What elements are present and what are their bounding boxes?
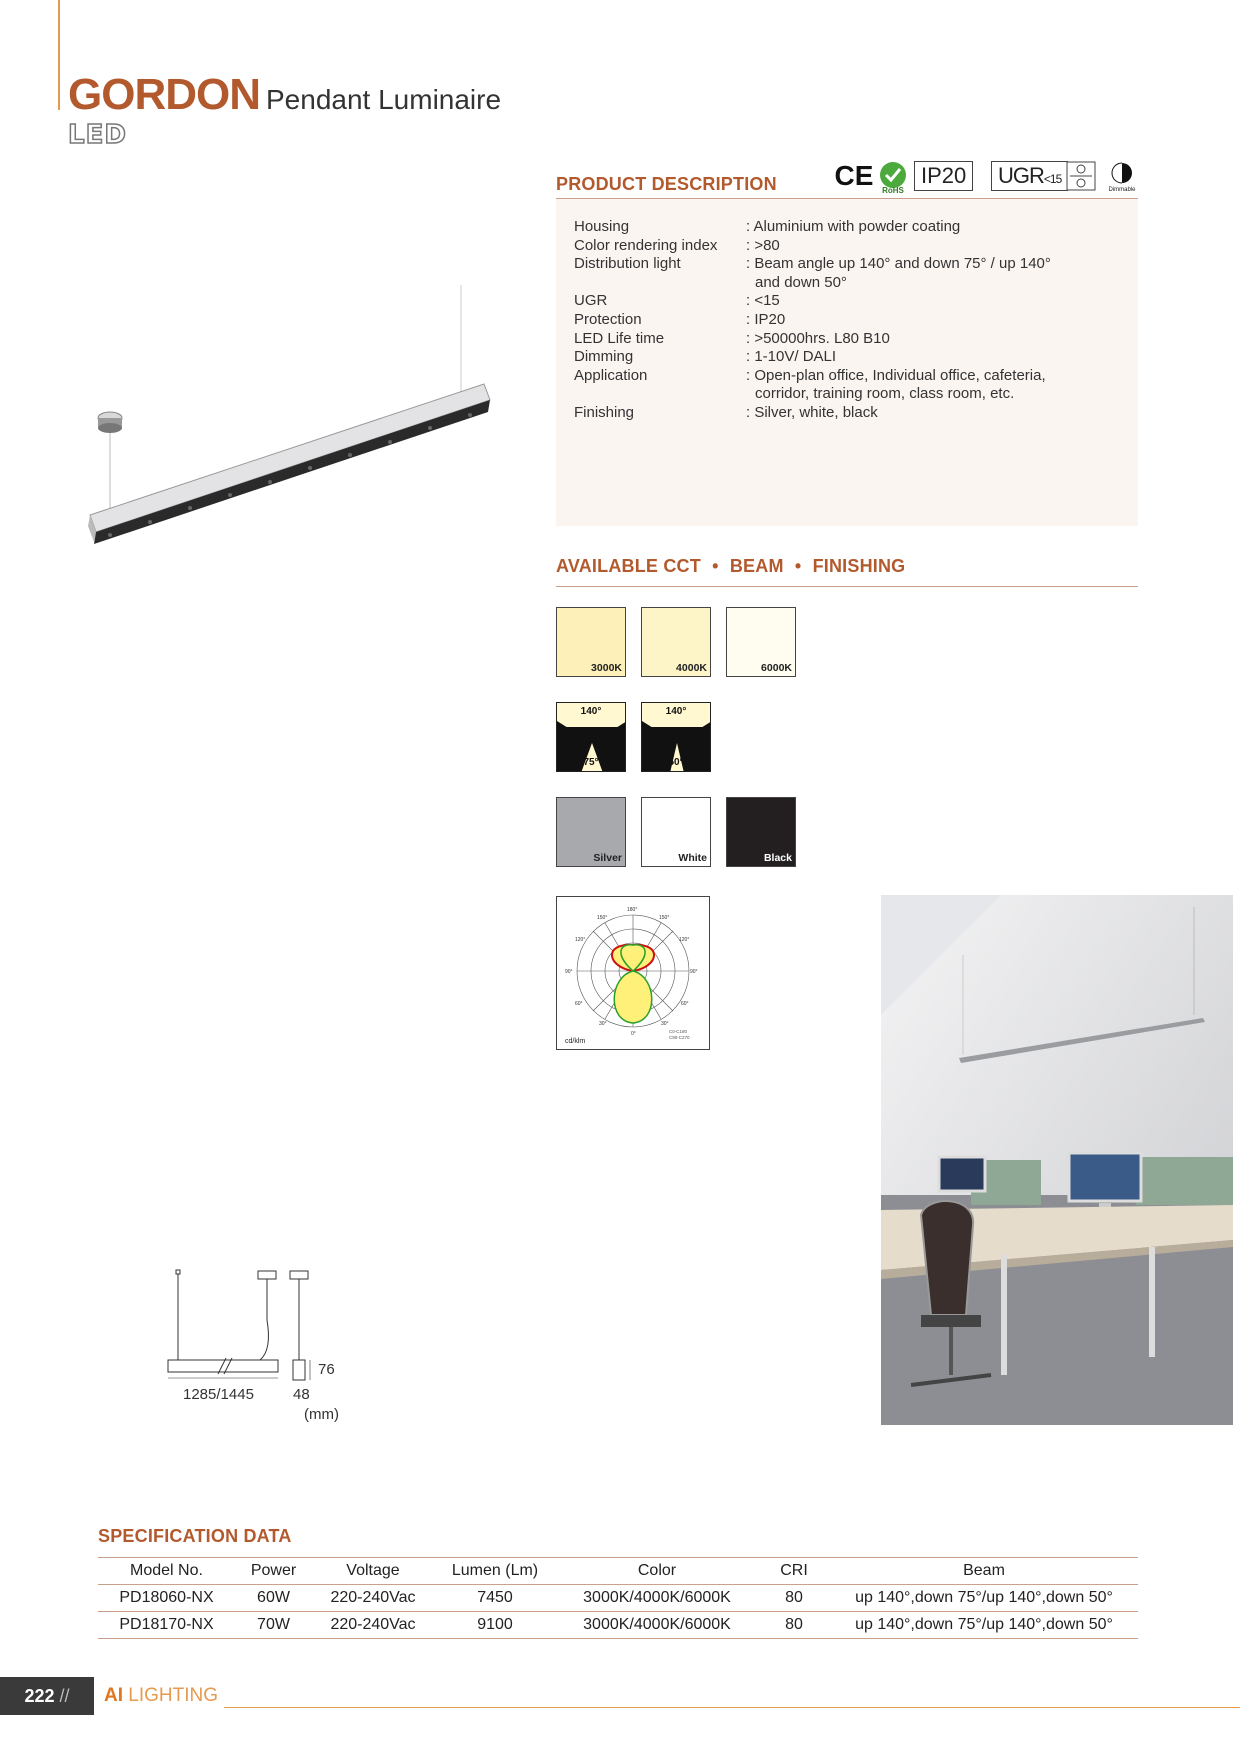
- beam-up-angle: 140°: [580, 706, 602, 717]
- desc-row-housing: Housing : Aluminium with powder coating: [574, 218, 961, 235]
- office-application-photo: [881, 895, 1233, 1425]
- rohs-icon: [876, 160, 910, 194]
- product-subtitle: Pendant Luminaire: [266, 84, 502, 115]
- dimmable-label: Dimmable: [1108, 187, 1136, 192]
- svg-text:180°: 180°: [627, 907, 638, 913]
- footer-brand: AI LIGHTING: [104, 1685, 219, 1706]
- footer-line: [224, 1707, 1240, 1708]
- ugr-label: UGR: [998, 163, 1044, 188]
- divider: [556, 586, 1138, 587]
- brand-name: GORDON: [68, 70, 260, 119]
- dimension-length: 1285/1445: [183, 1386, 254, 1403]
- independent-driver-icon: [1066, 161, 1096, 191]
- led-label: LED: [68, 120, 127, 150]
- specification-table: [98, 1557, 1138, 1639]
- desc-row-application: Application : Open-plan office, Individual office, cafeteria, corridor, training room, class room, etc.: [574, 366, 1046, 403]
- beam-down-angle: 50°: [668, 757, 684, 768]
- polar-legend-c90: C90-C270: [669, 1035, 690, 1040]
- svg-text:30°: 30°: [661, 1021, 669, 1027]
- polar-legend-c0: C0-C180: [669, 1029, 688, 1034]
- cct-swatch-3000k: 3000K: [556, 607, 626, 677]
- svg-text:90°: 90°: [565, 969, 573, 975]
- rohs-label: RoHS: [882, 186, 904, 194]
- table-header-row: Model No. Power Voltage Lumen (Lm) Color CRI Beam: [98, 1558, 1138, 1585]
- desc-row-distribution: Distribution light : Beam angle up 140° and down 75° / up 140° and down 50°: [574, 255, 1051, 291]
- table-row: PD18170-NX 70W 220-240Vac 9100 3000K/4000K/6000K 80 up 140°,down 75°/up 140°,down 50°: [98, 1612, 1138, 1639]
- desc-row-finishing: Finishing : Silver, white, black: [574, 403, 878, 421]
- dimension-unit: (mm): [304, 1406, 339, 1423]
- table-row: PD18060-NX 60W 220-240Vac 7450 3000K/4000K/6000K 80 up 140°,down 75°/up 140°,down 50°: [98, 1585, 1138, 1612]
- page-number: 222 //: [0, 1677, 94, 1715]
- finish-swatch-black: Black: [726, 797, 796, 867]
- cct-swatch-6000k: 6000K: [726, 607, 796, 677]
- desc-row-ugr: UGR : <15: [574, 292, 780, 310]
- header-accent-line: [58, 0, 60, 110]
- beam-down-angle: 75°: [583, 757, 599, 768]
- svg-text:0°: 0°: [631, 1031, 636, 1037]
- polar-diagram: [557, 897, 709, 1049]
- svg-text:60°: 60°: [575, 1001, 583, 1007]
- svg-text:150°: 150°: [597, 915, 608, 921]
- svg-text:60°: 60°: [681, 1001, 689, 1007]
- dimension-drawing: [150, 1260, 410, 1430]
- desc-row-dimming: Dimming : 1-10V/ DALI: [574, 348, 837, 366]
- finish-swatch-white: White: [641, 797, 711, 867]
- svg-text:30°: 30°: [599, 1021, 607, 1027]
- product-title: [68, 70, 501, 120]
- polar-unit: cd/klm: [565, 1038, 586, 1045]
- desc-row-cri: Color rendering index : >80: [574, 236, 780, 254]
- luminaire-product-image: [80, 280, 500, 550]
- svg-text:150°: 150°: [659, 915, 670, 921]
- ugr-badge: [991, 161, 1068, 191]
- ce-icon: CE: [834, 160, 874, 191]
- finish-swatch-silver: Silver: [556, 797, 626, 867]
- available-options-title: AVAILABLE CCT • BEAM • FINISHING: [556, 556, 906, 576]
- beam-up-angle: 140°: [665, 706, 687, 717]
- specification-title: SPECIFICATION DATA: [98, 1526, 292, 1546]
- product-description-title: PRODUCT DESCRIPTION: [556, 174, 777, 194]
- svg-text:90°: 90°: [690, 969, 698, 975]
- svg-text:120°: 120°: [679, 937, 690, 943]
- cct-swatch-4000k: 4000K: [641, 607, 711, 677]
- ip-rating-badge: IP20: [914, 161, 973, 191]
- polar-light-distribution: [556, 896, 710, 1050]
- ugr-value: <15: [1043, 172, 1062, 186]
- dimension-width: 48: [293, 1386, 310, 1403]
- beam-option-140-75: [556, 702, 626, 772]
- dimmable-icon: [1104, 160, 1140, 192]
- desc-row-lifetime: LED Life time : >50000hrs. L80 B10: [574, 329, 890, 347]
- beam-option-140-50: [641, 702, 711, 772]
- svg-text:120°: 120°: [575, 937, 586, 943]
- dimension-height: 76: [318, 1361, 335, 1378]
- product-description-table: [574, 218, 1051, 423]
- desc-row-protection: Protection : IP20: [574, 310, 786, 328]
